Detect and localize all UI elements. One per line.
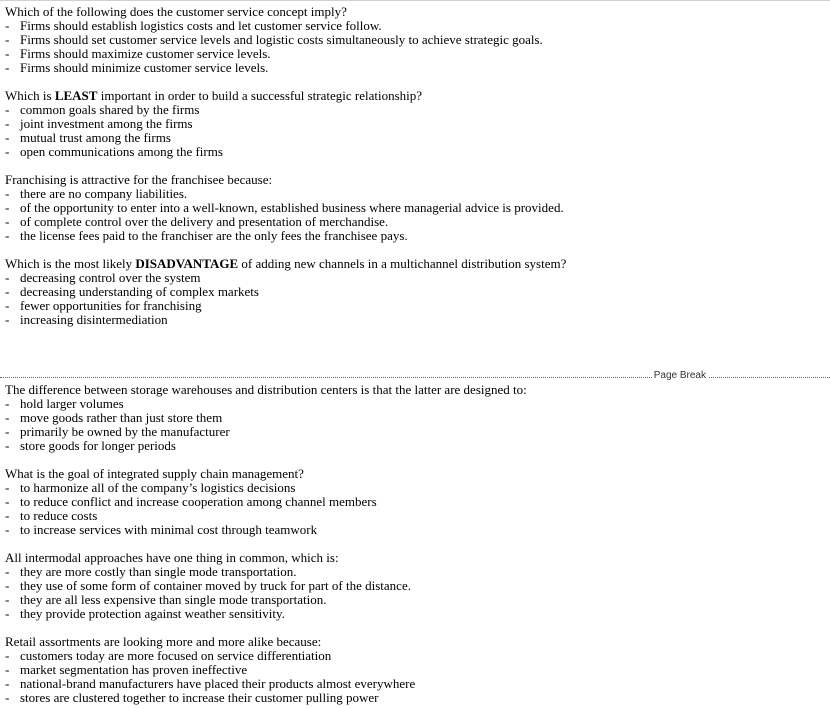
stem-text: Which is [5,88,55,103]
option-text: market segmentation has proven ineffective [20,662,248,677]
option-text: decreasing understanding of complex markets [20,284,259,299]
option-list [5,103,827,159]
option-item: - increasing disintermediation [5,312,168,327]
option-text: joint investment among the firms [20,116,193,131]
question-retail-assortments [5,635,827,705]
option-item: - decreasing understanding of complex markets [5,284,259,299]
stem-text: of adding new channels in a multichannel distribution system? [238,256,567,271]
question-stem [5,89,827,103]
option-item: - national-brand manufacturers have placed their products almost everywhere [5,676,416,691]
option-text: hold larger volumes [20,396,124,411]
option-text: of the opportunity to enter into a well-known, established business where managerial advice is provided. [20,200,564,215]
option-list [5,481,827,537]
option-item: - Firms should set customer service levels and logistic costs simultaneously to achieve strategic goals. [5,32,543,47]
option-text: to increase services with minimal cost through teamwork [20,522,318,537]
option-text: store goods for longer periods [20,438,176,453]
option-item: - decreasing control over the system [5,270,201,285]
question-distribution-centers [5,383,827,453]
option-text: they use of some form of container moved by truck for part of the distance. [20,578,411,593]
option-item: - they are all less expensive than single mode transportation. [5,592,327,607]
option-item: - fewer opportunities for franchising [5,298,202,313]
option-text: decreasing control over the system [20,270,201,285]
option-item: - primarily be owned by the manufacturer [5,424,230,439]
option-text: move goods rather than just store them [20,410,223,425]
question-stem [5,551,827,565]
option-list [5,271,827,327]
stem-text: Which is the most likely [5,256,136,271]
question-stem [5,635,827,649]
question-stem [5,257,580,271]
question-franchising [5,173,827,243]
option-list [5,19,827,75]
top-rule [0,0,830,1]
option-list [5,565,827,621]
option-text: open communications among the firms [20,144,223,159]
option-text: primarily be owned by the manufacturer [20,424,230,439]
page-break-label: Page Break [653,370,706,381]
option-item: - of the opportunity to enter into a well-known, established business where managerial advice is provided. [5,200,564,215]
option-text: increasing disintermediation [20,312,168,327]
option-item: - common goals shared by the firms [5,102,200,117]
option-item: - joint investment among the firms [5,116,193,131]
stem-emphasis: LEAST [54,88,98,103]
option-list [5,187,827,243]
question-strategic-relationship [5,89,827,159]
option-item: - Firms should establish logistics costs and let customer service follow. [5,18,382,33]
option-item: - hold larger volumes [5,396,124,411]
option-item: - market segmentation has proven ineffective [5,662,248,677]
option-text: customers today are more focused on service differentiation [20,648,332,663]
document-page-2 [5,383,827,705]
stem-text: Franchising is attractive for the franchisee because: [5,172,273,187]
stem-text: The difference between storage warehouses and distribution centers is that the latter are designed to: [5,382,527,397]
option-item: - customers today are more focused on service differentiation [5,648,332,663]
option-text: Firms should set customer service levels and logistic costs simultaneously to achieve strategic goals. [20,32,543,47]
option-text: the license fees paid to the franchiser are the only fees the franchisee pays. [20,228,408,243]
stem-text: Retail assortments are looking more and more alike because: [5,634,322,649]
option-text: they provide protection against weather sensitivity. [20,606,285,621]
question-stem [5,5,827,19]
option-text: to reduce costs [20,508,98,523]
option-item: - Firms should maximize customer service levels. [5,46,271,61]
option-text: stores are clustered together to increase their customer pulling power [20,690,379,705]
option-item: - store goods for longer periods [5,438,176,453]
question-supply-chain-goal [5,467,827,537]
option-text: mutual trust among the firms [20,130,171,145]
stem-text: All intermodal approaches have one thing in common, which is: [5,550,339,565]
option-item: - of complete control over the delivery and presentation of merchandise. [5,214,389,229]
option-item: - mutual trust among the firms [5,130,171,145]
option-text: of complete control over the delivery and presentation of merchandise. [20,214,389,229]
stem-text: What is the goal of integrated supply chain management? [5,466,304,481]
stem-text: Which of the following does the customer service concept imply? [5,4,347,19]
question-stem [5,173,827,187]
question-intermodal [5,551,827,621]
option-item: - to reduce conflict and increase cooperation among channel members [5,494,377,509]
option-text: Firms should minimize customer service levels. [20,60,269,75]
page-break [0,370,830,381]
option-item: - there are no company liabilities. [5,186,188,201]
option-list [5,397,827,453]
question-stem [5,467,827,481]
option-text: fewer opportunities for franchising [20,298,202,313]
option-text: there are no company liabilities. [20,186,188,201]
option-item: - to reduce costs [5,508,98,523]
question-multichannel-disadvantage [5,257,827,327]
option-item: - to increase services with minimal cost through teamwork [5,522,318,537]
option-item: - open communications among the firms [5,144,223,159]
option-text: they are all less expensive than single mode transportation. [20,592,327,607]
option-text: common goals shared by the firms [20,102,200,117]
option-text: to harmonize all of the company’s logistics decisions [20,480,296,495]
option-item: - they use of some form of container moved by truck for part of the distance. [5,578,411,593]
stem-emphasis: DISADVANTAGE [135,256,239,271]
option-item: - they provide protection against weather sensitivity. [5,606,285,621]
option-item: - stores are clustered together to increase their customer pulling power [5,690,379,705]
document-page-1 [5,5,827,327]
stem-text: important in order to build a successful strategic relationship? [97,88,423,103]
question-customer-service-concept [5,5,827,75]
option-text: Firms should establish logistics costs and let customer service follow. [20,18,382,33]
option-text: national-brand manufacturers have placed their products almost everywhere [20,676,416,691]
option-text: Firms should maximize customer service levels. [20,46,271,61]
option-item: - to harmonize all of the company’s logistics decisions [5,480,296,495]
option-list [5,649,827,705]
option-text: they are more costly than single mode transportation. [20,564,297,579]
option-text: to reduce conflict and increase cooperation among channel members [20,494,377,509]
option-item: - the license fees paid to the franchiser are the only fees the franchisee pays. [5,228,408,243]
option-item: - move goods rather than just store them [5,410,223,425]
option-item: - they are more costly than single mode transportation. [5,564,297,579]
question-stem [5,383,827,397]
option-item: - Firms should minimize customer service levels. [5,60,269,75]
